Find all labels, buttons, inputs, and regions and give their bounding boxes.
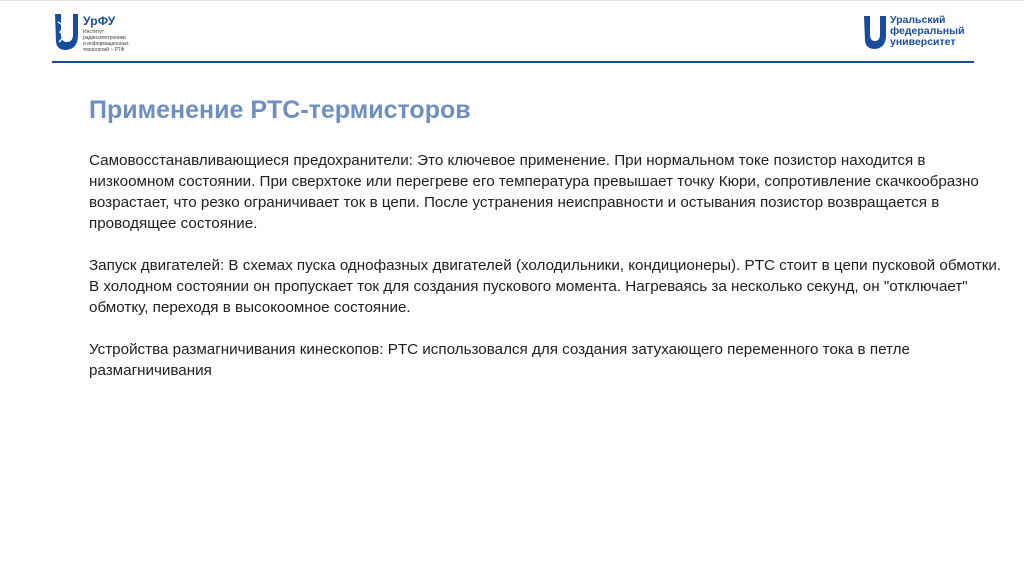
university-name [890,15,965,48]
institute-subtitle-line: Институт [83,29,105,35]
urfu-university-logo [863,15,983,55]
urfu-irit-logo [52,12,162,56]
body-paragraph: Запуск двигателей: В схемах пуска однофазных двигателей (холодильники, кондиционеры). PTC стоит в цепи пусковой обмотки. В холодном состоянии он пропускает ток для создания пускового момента. Нагреваясь за несколько секунд, он "отключает" обмотку, переходя в высокоомное состояние. [89,257,1002,316]
slide-title: Применение PTC-термисторов [89,96,471,124]
urfu-emblem-icon [52,12,80,54]
institute-subtitle [83,29,163,53]
institute-subtitle-line: и информационных [83,41,129,47]
urfu-u-emblem-icon [863,15,887,51]
body-paragraph: Самовосстанавливающиеся предохранители: Это ключевое применение. При нормальном токе позистор находится в низкоомном состоянии. При сверхтоке или перегреве его температура превышает точку Кюри, сопротивление скачкообразно возрастает, что резко ограничивает ток в цепи. После устранения неисправности и остывания позистор возвращается в проводящее состояние. [89,152,979,232]
top-border [0,0,1024,1]
header-divider [52,61,974,63]
university-name-line: федеральный [890,25,965,37]
institute-subtitle-line: радиоэлектроники [83,35,126,41]
university-name-line: университет [890,36,956,48]
urfu-brand-text: УрФУ [83,14,116,28]
slide-body [89,150,1004,402]
university-name-line: Уральский [890,14,946,26]
institute-subtitle-line: технологий – РТФ [83,47,125,53]
body-paragraph: Устройства размагничивания кинескопов: PTC использовался для создания затухающего переменного тока в петле размагничивания [89,341,910,379]
